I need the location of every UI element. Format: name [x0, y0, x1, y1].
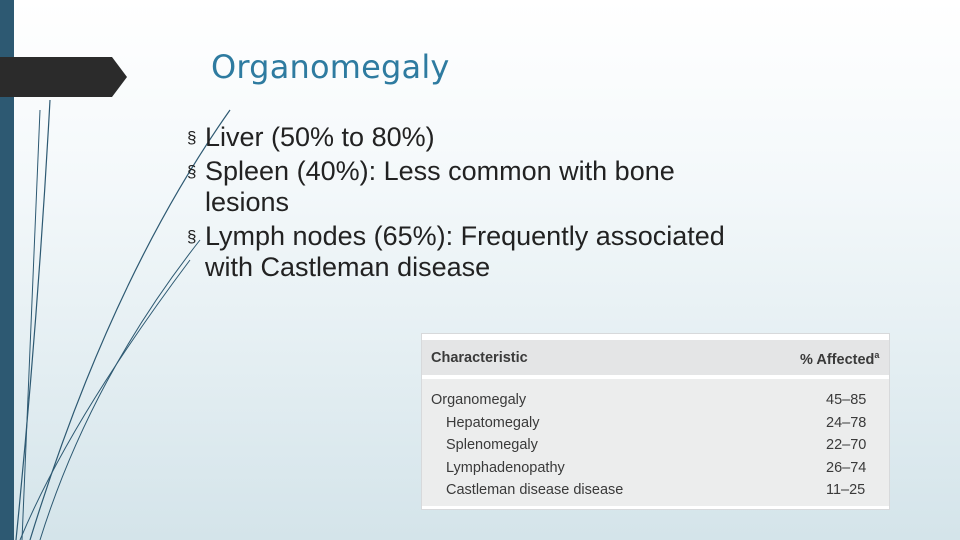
- bullet-text: Spleen (40%): Less common with bone lesions: [205, 156, 675, 217]
- row-affected: 24–78: [826, 415, 867, 431]
- table-row: [422, 415, 889, 437]
- table-header-row: [422, 340, 889, 378]
- column-header-characteristic: Characteristic: [431, 350, 528, 366]
- row-affected: 11–25: [826, 482, 866, 498]
- bullet-item-liver: [187, 122, 727, 153]
- row-characteristic: Organomegaly: [431, 392, 527, 408]
- slide-title: Organomegaly: [211, 48, 450, 86]
- table-row: [422, 482, 889, 504]
- column-header-affected: % Affected$^a$: [800, 350, 880, 368]
- title-tab-marker: [0, 57, 127, 97]
- row-characteristic: Hepatomegaly: [446, 415, 540, 431]
- table-body: [422, 379, 889, 506]
- organomegaly-table: [421, 333, 890, 510]
- row-affected: 26–74: [826, 460, 867, 476]
- row-characteristic: Splenomegaly: [446, 437, 538, 453]
- bullet-icon: §: [187, 162, 197, 181]
- table-row: [422, 437, 889, 459]
- bullet-icon: §: [187, 227, 197, 246]
- table-row: [422, 392, 889, 414]
- row-affected: 45–85: [826, 392, 867, 408]
- bullet-list: [187, 122, 727, 286]
- bullet-item-lymph-nodes: [187, 221, 727, 283]
- bullet-text: Liver (50% to 80%): [205, 122, 435, 152]
- row-characteristic: Castleman disease disease: [446, 482, 624, 498]
- bullet-text: Lymph nodes (65%): Frequently associated with Castleman disease: [205, 221, 725, 282]
- table-row: [422, 460, 889, 482]
- bullet-item-spleen: [187, 156, 727, 218]
- row-characteristic: Lymphadenopathy: [446, 460, 565, 476]
- bullet-icon: §: [187, 128, 197, 147]
- row-affected: 22–70: [826, 437, 867, 453]
- footnote-marker: a: [874, 350, 880, 360]
